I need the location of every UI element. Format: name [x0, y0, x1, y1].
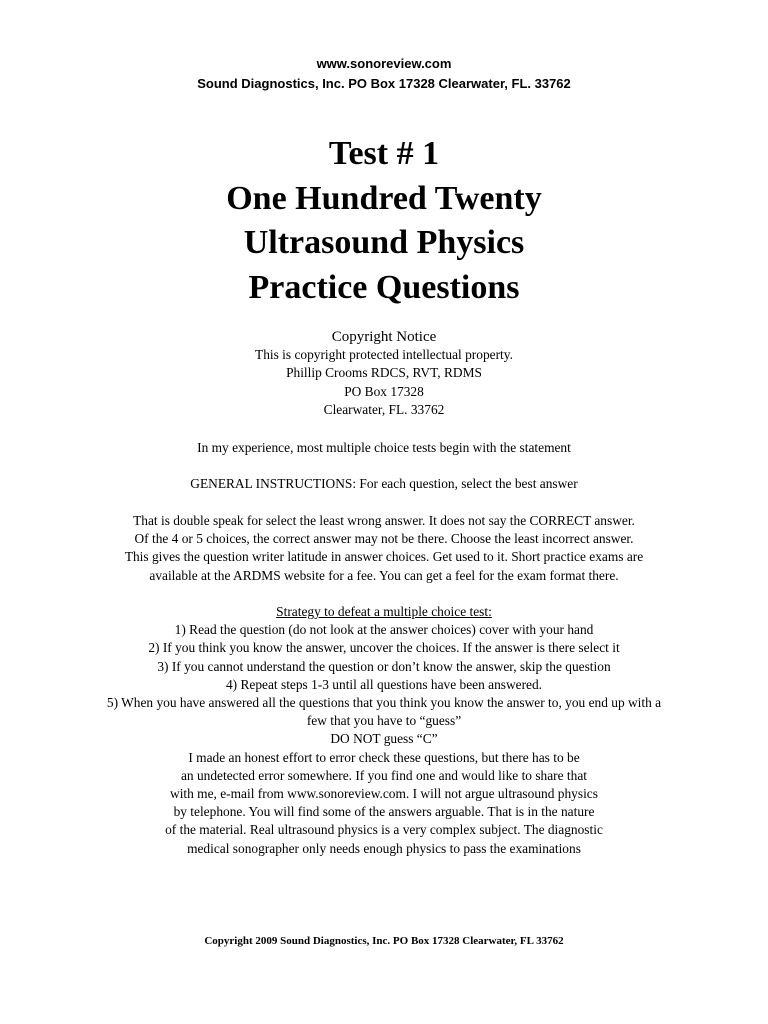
explanation-line: That is double speak for select the least wrong answer. It does not say the CORRECT answer. — [133, 513, 635, 528]
strategy-step: 2) If you think you know the answer, uncover the choices. If the answer is there select it — [148, 640, 620, 656]
disclaimer-line: of the material. Real ultrasound physics is a very complex subject. The diagnostic — [165, 822, 603, 838]
copyright-line: This is copyright protected intellectual property. — [255, 347, 513, 363]
strategy-step: 4) Repeat steps 1-3 until all questions have been answered. — [225, 676, 543, 692]
explanation-line: Of the 4 or 5 choices, the correct answer may not be there. Choose the least incorrect answer. — [134, 531, 634, 547]
explanation-paragraph — [0, 512, 768, 585]
strategy-step: 1) Read the question (do not look at the answer choices) cover with your hand — [174, 622, 594, 638]
disclaimer-line: medical sonographer only needs enough physics to pass the examinations — [187, 840, 581, 856]
disclaimer-line: with me, e-mail from www.sonoreview.com. I will not argue ultrasound physics — [170, 786, 598, 802]
copyright-line: PO Box 17328 — [344, 383, 424, 399]
website-url: www.sonoreview.com — [316, 56, 452, 71]
company-address: Sound Diagnostics, Inc. PO Box 17328 Clearwater, FL. 33762 — [197, 76, 571, 91]
disclaimer-line: an undetected error somewhere. If you find one and would like to share that — [180, 767, 588, 783]
disclaimer-line: I made an honest effort to error check these questions, but there has to be — [188, 749, 580, 765]
explanation-line: This gives the question writer latitude in answer choices. Get used to it. Short practice exams are — [124, 549, 644, 565]
strategy-step: few that you have to “guess” — [306, 713, 462, 729]
title-line-3: Ultrasound Physics — [243, 224, 525, 261]
strategy-heading: Strategy to defeat a multiple choice test: — [276, 604, 492, 619]
explanation-line: available at the ARDMS website for a fee. You can get a feel for the exam format there. — [149, 567, 619, 583]
copyright-notice-heading: Copyright Notice — [331, 329, 437, 345]
strategy-section — [0, 603, 768, 858]
copyright-line: Clearwater, FL. 33762 — [323, 401, 445, 417]
title-line-2: One Hundred Twenty — [226, 180, 542, 217]
page-footer: Copyright 2009 Sound Diagnostics, Inc. PO Box 17328 Clearwater, FL 33762 — [204, 935, 564, 947]
disclaimer-line: by telephone. You will find some of the answers arguable. That is in the nature — [173, 804, 595, 820]
strategy-step: 3) If you cannot understand the question or don’t know the answer, skip the question — [157, 658, 611, 674]
intro-text: In my experience, most multiple choice tests begin with the statement — [197, 440, 571, 455]
title-line-1: Test # 1 — [328, 135, 440, 172]
strategy-step: 5) When you have answered all the questions that you think you know the answer to, you end up with a — [106, 695, 662, 711]
general-instructions: GENERAL INSTRUCTIONS: For each question, select the best answer — [190, 476, 578, 491]
strategy-step: DO NOT guess “C” — [330, 731, 438, 747]
copyright-line: Phillip Crooms RDCS, RVT, RDMS — [286, 365, 482, 381]
title-line-4: Practice Questions — [248, 269, 520, 306]
copyright-notice — [0, 328, 768, 419]
